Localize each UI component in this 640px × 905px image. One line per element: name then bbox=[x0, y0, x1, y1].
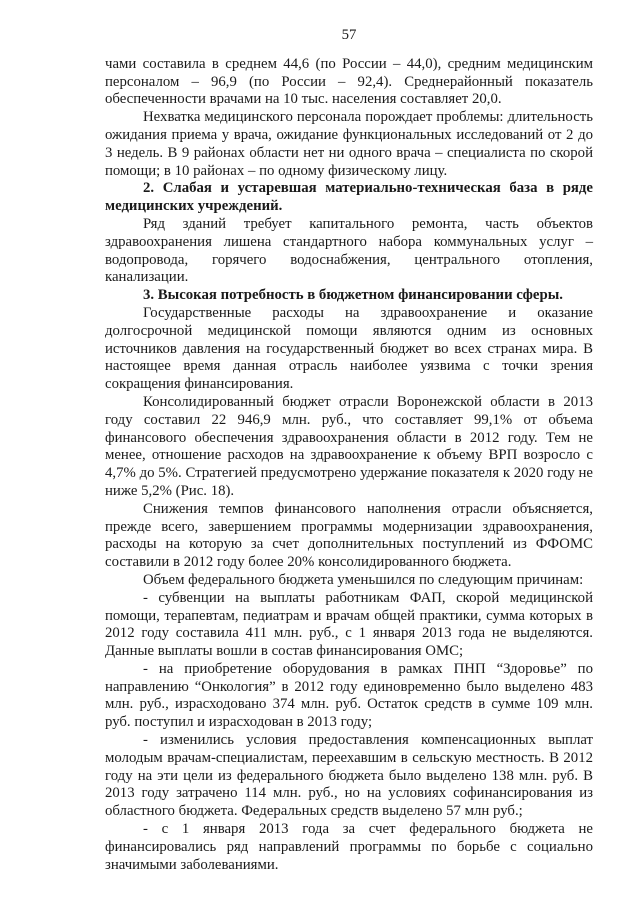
paragraph-consolidated-budget: Консолидированный бюджет отрасли Воронежской области в 2013 году составил 22 946,9 млн. руб., что составляет 99,1% от объема финансового обеспечения здравоохранения области в 2012 году. Тем не менее, отношение расходов на здравоохранение к объему ВРП возросло с 4,7% до 5%. Стратегией предусмотрено удержание показателя к 2020 году не ниже 5,2% (Рис. 18). bbox=[105, 393, 593, 499]
paragraph-federal-reasons: Объем федерального бюджета уменьшился по следующим причинам: bbox=[143, 571, 584, 588]
list-item-subventions: - субвенции на выплаты работникам ФАП, скорой медицинской помощи, терапевтам, педиатрам и врачам общей практики, сумма которых в 2012 году составила 411 млн. руб., с 1 января 2013 года не выделяются. Данные выплаты вошли в состав финансирования ОМС; bbox=[105, 589, 593, 660]
paragraph-staff-shortage: Нехватка медицинского персонала порождает проблемы: длительность ожидания приема у врача, ожидание функциональных исследований от 2 до 3 недель. В 9 районах области нет ни одного врача – специалиста по скорой помощи; в 10 районах – по одному физическому лицу. bbox=[105, 109, 593, 179]
paragraph-state-expenses: Государственные расходы на здравоохранение и оказание долгосрочной медицинской помощи являются одним из основных источников давления на государственный бюджет во всех странах мира. В настоящее время данная отрасль наиболее уязвима с точки зрения сокращения финансирования. bbox=[105, 304, 593, 393]
list-item-equipment: - на приобретение оборудования в рамках ПНП “Здоровье” по направлению “Онкология” в 2012 году единовременно было выделено 483 млн. руб., израсходовано 374 млн. руб. Остаток средств в сумме 109 млн. руб. поступил и израсходован в 2013 году; bbox=[105, 660, 593, 731]
section-heading-2: 2. Слабая и устаревшая материально-техническая база в ряде медицинских учреждений. bbox=[105, 180, 593, 215]
list-item-young-doctors: - изменились условия предоставления компенсационных выплат молодым врачам-специалистам, переехавшим в сельскую местность. В 2012 году на эти цели из федерального бюджета было выделено 138 млн. руб. В 2013 году затрачено 114 млн. руб., но на условиях софинансирования из областного бюджета. Федеральных средств выделено 57 млн руб.; bbox=[105, 732, 593, 820]
list-item-disease-programs: - с 1 января 2013 года за счет федерального бюджета не финансировались ряд направлений программы по борьбе с социально значимыми заболеваниями. bbox=[105, 821, 593, 873]
paragraph-funding-decline: Снижения темпов финансового наполнения отрасли объясняется, прежде всего, завершением программы модернизации здравоохранения, расходы на которую за счет дополнительных поступлений из ФФОМС составили в 2012 году более 20% консолидированного бюджета. bbox=[105, 500, 593, 571]
page-number: 57 bbox=[341, 27, 357, 43]
paragraph-buildings: Ряд зданий требует капитального ремонта, часть объектов здравоохранения лишена стандартного набора коммунальных услуг – водопровода, горячего водоснабжения, центрального отопления, канализации. bbox=[105, 215, 593, 286]
paragraph-staff-stats: чами составила в среднем 44,6 (по России – 44,0), средним медицинским персоналом – 96,9 (по России – 92,4). Среднерайонный показатель обеспеченности врачами на 10 тыс. населения составляет 20,0. bbox=[105, 55, 593, 108]
section-heading-3: 3. Высокая потребность в бюджетном финансировании сферы. bbox=[143, 287, 563, 304]
